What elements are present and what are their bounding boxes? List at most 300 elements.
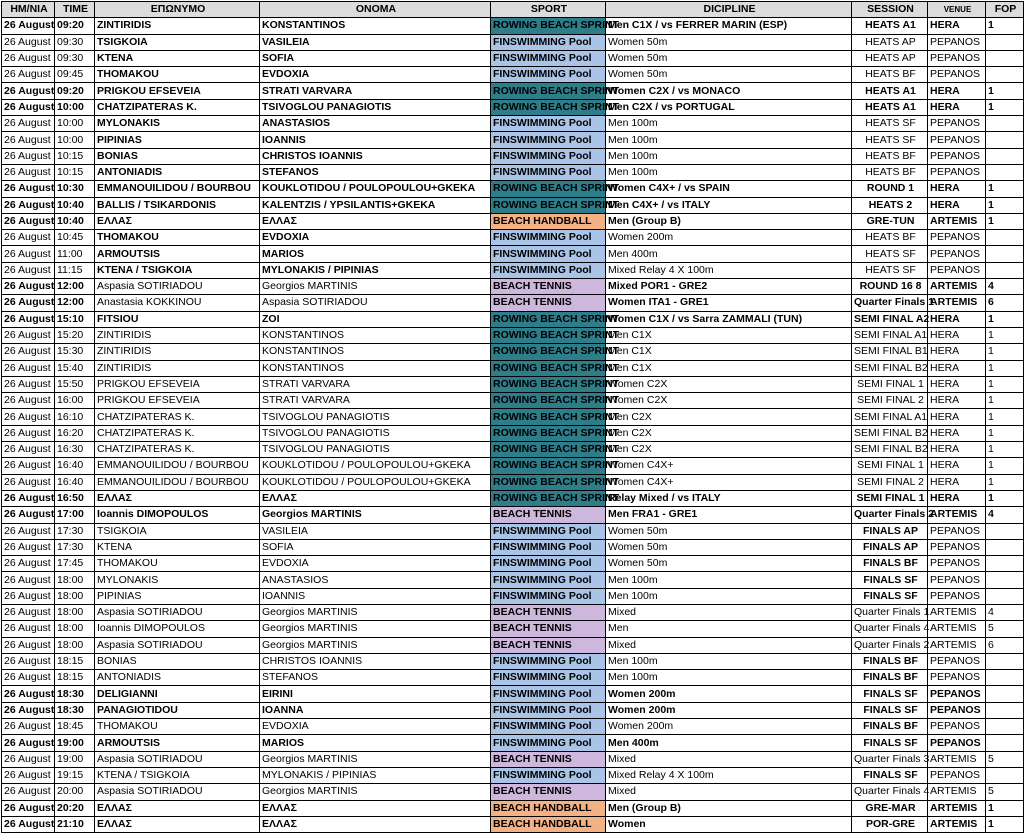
cell-discipline: Women 50m xyxy=(606,539,852,555)
cell-date: 26 August xyxy=(2,735,55,751)
cell-session: Quarter Finals 4 xyxy=(852,621,928,637)
cell-time: 15:30 xyxy=(55,344,95,360)
cell-surname: ZINTIRIDIS xyxy=(95,344,260,360)
table-row xyxy=(2,246,1024,262)
table-row xyxy=(2,295,1024,311)
cell-sport: BEACH TENNIS xyxy=(491,507,606,523)
cell-session: Quarter Finals 2 xyxy=(852,637,928,653)
cell-venue: PEPANOS xyxy=(928,767,986,783)
cell-sport: BEACH TENNIS xyxy=(491,604,606,620)
table-row xyxy=(2,376,1024,392)
cell-fop: 1 xyxy=(986,425,1024,441)
cell-discipline: Men (Group B) xyxy=(606,213,852,229)
cell-name: CHRISTOS IOANNIS xyxy=(260,148,491,164)
cell-date: 26 August xyxy=(2,116,55,132)
cell-fop xyxy=(986,132,1024,148)
cell-surname: Aspasia SOTIRIADOU xyxy=(95,784,260,800)
table-row xyxy=(2,311,1024,327)
cell-session: FINALS SF xyxy=(852,735,928,751)
cell-surname: PRIGKOU EFSEVEIA xyxy=(95,393,260,409)
cell-session: HEATS BF xyxy=(852,230,928,246)
cell-time: 10:15 xyxy=(55,148,95,164)
cell-discipline: Women C2X xyxy=(606,393,852,409)
cell-fop xyxy=(986,556,1024,572)
cell-surname: Aspasia SOTIRIADOU xyxy=(95,604,260,620)
cell-time: 16:20 xyxy=(55,425,95,441)
cell-discipline: Men FRA1 - GRE1 xyxy=(606,507,852,523)
cell-date: 26 August xyxy=(2,262,55,278)
cell-date: 26 August xyxy=(2,34,55,50)
cell-fop xyxy=(986,702,1024,718)
cell-name: CHRISTOS IOANNIS xyxy=(260,653,491,669)
cell-discipline: Mixed xyxy=(606,604,852,620)
table-row xyxy=(2,99,1024,115)
cell-name: Georgios MARTINIS xyxy=(260,604,491,620)
cell-name: STRATI VARVARA xyxy=(260,393,491,409)
cell-surname: PRIGKOU EFSEVEIA xyxy=(95,376,260,392)
cell-venue: PEPANOS xyxy=(928,523,986,539)
table-row xyxy=(2,279,1024,295)
cell-surname: PIPINIAS xyxy=(95,132,260,148)
cell-venue: HERA xyxy=(928,490,986,506)
cell-time: 18:30 xyxy=(55,702,95,718)
cell-date: 26 August xyxy=(2,148,55,164)
cell-time: 12:00 xyxy=(55,279,95,295)
cell-name: KOUKLOTIDOU / POULOPOULOU+GKEKA xyxy=(260,458,491,474)
cell-fop: 4 xyxy=(986,507,1024,523)
cell-surname: Anastasia KOKKINOU xyxy=(95,295,260,311)
table-row xyxy=(2,83,1024,99)
cell-time: 16:10 xyxy=(55,409,95,425)
cell-venue: HERA xyxy=(928,327,986,343)
cell-discipline: Women 200m xyxy=(606,686,852,702)
cell-name: ZOI xyxy=(260,311,491,327)
cell-time: 19:00 xyxy=(55,735,95,751)
cell-session: FINALS SF xyxy=(852,588,928,604)
cell-fop: 6 xyxy=(986,637,1024,653)
cell-time: 21:10 xyxy=(55,816,95,832)
cell-surname: Aspasia SOTIRIADOU xyxy=(95,279,260,295)
cell-discipline: Women ITA1 - GRE1 xyxy=(606,295,852,311)
cell-time: 17:30 xyxy=(55,539,95,555)
cell-name: KALENTZIS / YPSILANTIS+GKEKA xyxy=(260,197,491,213)
table-row xyxy=(2,18,1024,34)
cell-time: 10:40 xyxy=(55,197,95,213)
cell-surname: BONIAS xyxy=(95,653,260,669)
cell-venue: HERA xyxy=(928,181,986,197)
cell-session: SEMI FINAL 1 xyxy=(852,376,928,392)
cell-sport: FINSWIMMING Pool xyxy=(491,50,606,66)
cell-sport: ROWING BEACH SPRINT xyxy=(491,376,606,392)
cell-fop xyxy=(986,262,1024,278)
table-row xyxy=(2,637,1024,653)
cell-date: 26 August xyxy=(2,572,55,588)
cell-sport: FINSWIMMING Pool xyxy=(491,767,606,783)
table-row xyxy=(2,67,1024,83)
cell-sport: ROWING BEACH SPRINT xyxy=(491,327,606,343)
cell-time: 11:00 xyxy=(55,246,95,262)
cell-name: TSIVOGLOU PANAGIOTIS xyxy=(260,99,491,115)
cell-discipline: Mixed POR1 - GRE2 xyxy=(606,279,852,295)
cell-time: 10:00 xyxy=(55,116,95,132)
cell-time: 18:00 xyxy=(55,604,95,620)
cell-date: 26 August xyxy=(2,588,55,604)
cell-date: 26 August xyxy=(2,360,55,376)
cell-discipline: Mixed xyxy=(606,751,852,767)
cell-name: ΕΛΛΑΣ xyxy=(260,490,491,506)
cell-sport: ROWING BEACH SPRINT xyxy=(491,442,606,458)
cell-date: 26 August xyxy=(2,67,55,83)
cell-venue: HERA xyxy=(928,344,986,360)
cell-time: 10:00 xyxy=(55,132,95,148)
cell-time: 20:20 xyxy=(55,800,95,816)
cell-date: 26 August xyxy=(2,784,55,800)
cell-date: 26 August xyxy=(2,719,55,735)
cell-fop xyxy=(986,116,1024,132)
cell-venue: HERA xyxy=(928,458,986,474)
cell-venue: HERA xyxy=(928,474,986,490)
table-row xyxy=(2,442,1024,458)
cell-venue: ARTEMIS xyxy=(928,816,986,832)
cell-session: GRE-MAR xyxy=(852,800,928,816)
cell-venue: PEPANOS xyxy=(928,262,986,278)
cell-sport: ROWING BEACH SPRINT xyxy=(491,99,606,115)
cell-time: 09:30 xyxy=(55,50,95,66)
cell-date: 26 August xyxy=(2,474,55,490)
table-row xyxy=(2,751,1024,767)
cell-name: EVDOXIA xyxy=(260,556,491,572)
cell-surname: KTENA / TSIGKOIA xyxy=(95,767,260,783)
cell-sport: FINSWIMMING Pool xyxy=(491,588,606,604)
cell-date: 26 August xyxy=(2,213,55,229)
cell-time: 09:20 xyxy=(55,18,95,34)
cell-date: 26 August xyxy=(2,132,55,148)
cell-date: 26 August xyxy=(2,311,55,327)
cell-session: ROUND 16 8 xyxy=(852,279,928,295)
cell-fop: 1 xyxy=(986,360,1024,376)
cell-venue: PEPANOS xyxy=(928,50,986,66)
cell-surname: MYLONAKIS xyxy=(95,572,260,588)
cell-fop: 6 xyxy=(986,295,1024,311)
cell-name: IOANNA xyxy=(260,702,491,718)
cell-surname: PIPINIAS xyxy=(95,588,260,604)
cell-surname: CHATZIPATERAS K. xyxy=(95,442,260,458)
cell-fop xyxy=(986,34,1024,50)
cell-session: HEATS BF xyxy=(852,67,928,83)
cell-fop xyxy=(986,50,1024,66)
table-row xyxy=(2,653,1024,669)
cell-discipline: Mixed xyxy=(606,637,852,653)
cell-sport: BEACH TENNIS xyxy=(491,295,606,311)
cell-session: SEMI FINAL B2 xyxy=(852,360,928,376)
cell-surname: BALLIS / TSIKARDONIS xyxy=(95,197,260,213)
cell-venue: PEPANOS xyxy=(928,539,986,555)
cell-surname: ΕΛΛΑΣ xyxy=(95,490,260,506)
table-row xyxy=(2,262,1024,278)
cell-sport: FINSWIMMING Pool xyxy=(491,116,606,132)
header-venue: VENUE xyxy=(928,2,986,18)
cell-name: KOUKLOTIDOU / POULOPOULOU+GKEKA xyxy=(260,181,491,197)
table-row xyxy=(2,735,1024,751)
cell-discipline: Women C4X+ xyxy=(606,458,852,474)
cell-surname: CHATZIPATERAS K. xyxy=(95,409,260,425)
cell-name: ΕΛΛΑΣ xyxy=(260,800,491,816)
cell-sport: BEACH TENNIS xyxy=(491,279,606,295)
cell-surname: Aspasia SOTIRIADOU xyxy=(95,637,260,653)
cell-sport: ROWING BEACH SPRINT xyxy=(491,344,606,360)
cell-surname: TSIGKOIA xyxy=(95,523,260,539)
cell-fop: 1 xyxy=(986,213,1024,229)
cell-name: KONSTANTINOS xyxy=(260,360,491,376)
cell-date: 26 August xyxy=(2,83,55,99)
cell-fop: 5 xyxy=(986,751,1024,767)
cell-name: KOUKLOTIDOU / POULOPOULOU+GKEKA xyxy=(260,474,491,490)
cell-discipline: Men C1X / vs FERRER MARIN (ESP) xyxy=(606,18,852,34)
cell-discipline: Men C1X xyxy=(606,360,852,376)
cell-fop: 1 xyxy=(986,442,1024,458)
cell-name: Georgios MARTINIS xyxy=(260,751,491,767)
cell-session: HEATS SF xyxy=(852,262,928,278)
table-row xyxy=(2,213,1024,229)
cell-fop: 1 xyxy=(986,458,1024,474)
cell-discipline: Mixed Relay 4 X 100m xyxy=(606,767,852,783)
cell-session: Quarter Finals 2 xyxy=(852,507,928,523)
cell-venue: HERA xyxy=(928,376,986,392)
cell-fop: 4 xyxy=(986,279,1024,295)
table-row xyxy=(2,588,1024,604)
cell-sport: BEACH TENNIS xyxy=(491,621,606,637)
cell-discipline: Men 100m xyxy=(606,164,852,180)
cell-fop: 1 xyxy=(986,393,1024,409)
cell-name: STRATI VARVARA xyxy=(260,376,491,392)
table-row xyxy=(2,719,1024,735)
cell-time: 20:00 xyxy=(55,784,95,800)
cell-surname: THOMAKOU xyxy=(95,67,260,83)
table-row xyxy=(2,604,1024,620)
table-row xyxy=(2,116,1024,132)
cell-session: HEATS AP xyxy=(852,34,928,50)
cell-time: 16:30 xyxy=(55,442,95,458)
cell-fop xyxy=(986,588,1024,604)
cell-session: FINALS AP xyxy=(852,539,928,555)
cell-date: 26 August xyxy=(2,197,55,213)
cell-surname: FITSIOU xyxy=(95,311,260,327)
cell-sport: FINSWIMMING Pool xyxy=(491,230,606,246)
cell-venue: PEPANOS xyxy=(928,132,986,148)
cell-name: IOANNIS xyxy=(260,132,491,148)
cell-date: 26 August xyxy=(2,230,55,246)
cell-sport: ROWING BEACH SPRINT xyxy=(491,409,606,425)
cell-time: 15:10 xyxy=(55,311,95,327)
cell-surname: ARMOUTSIS xyxy=(95,246,260,262)
cell-sport: ROWING BEACH SPRINT xyxy=(491,474,606,490)
cell-session: SEMI FINAL 2 xyxy=(852,393,928,409)
table-row xyxy=(2,148,1024,164)
cell-discipline: Mixed Relay 4 X 100m xyxy=(606,262,852,278)
cell-time: 11:15 xyxy=(55,262,95,278)
cell-venue: HERA xyxy=(928,197,986,213)
cell-surname: ZINTIRIDIS xyxy=(95,327,260,343)
cell-discipline: Men C1X xyxy=(606,327,852,343)
table-row xyxy=(2,409,1024,425)
table-row xyxy=(2,800,1024,816)
cell-session: Quarter Finals 1 xyxy=(852,604,928,620)
cell-sport: FINSWIMMING Pool xyxy=(491,34,606,50)
cell-name: ANASTASIOS xyxy=(260,572,491,588)
cell-venue: ARTEMIS xyxy=(928,213,986,229)
table-row xyxy=(2,344,1024,360)
cell-discipline: Women C4X+ xyxy=(606,474,852,490)
cell-session: FINALS SF xyxy=(852,686,928,702)
table-row xyxy=(2,230,1024,246)
cell-fop xyxy=(986,719,1024,735)
cell-date: 26 August xyxy=(2,344,55,360)
cell-fop xyxy=(986,539,1024,555)
cell-venue: PEPANOS xyxy=(928,116,986,132)
cell-time: 16:00 xyxy=(55,393,95,409)
cell-surname: BONIAS xyxy=(95,148,260,164)
cell-fop: 1 xyxy=(986,800,1024,816)
cell-venue: HERA xyxy=(928,360,986,376)
cell-date: 26 August xyxy=(2,751,55,767)
cell-time: 18:00 xyxy=(55,588,95,604)
table-row xyxy=(2,181,1024,197)
cell-name: Georgios MARTINIS xyxy=(260,507,491,523)
cell-fop xyxy=(986,572,1024,588)
cell-discipline: Men 100m xyxy=(606,653,852,669)
cell-sport: ROWING BEACH SPRINT xyxy=(491,393,606,409)
cell-surname: KTENA / TSIGKOIA xyxy=(95,262,260,278)
cell-session: SEMI FINAL B1 xyxy=(852,344,928,360)
cell-sport: ROWING BEACH SPRINT xyxy=(491,458,606,474)
cell-date: 26 August xyxy=(2,18,55,34)
cell-date: 26 August xyxy=(2,246,55,262)
cell-session: SEMI FINAL 1 xyxy=(852,458,928,474)
cell-sport: BEACH HANDBALL xyxy=(491,816,606,832)
cell-sport: FINSWIMMING Pool xyxy=(491,719,606,735)
cell-venue: HERA xyxy=(928,99,986,115)
cell-date: 26 August xyxy=(2,621,55,637)
cell-date: 26 August xyxy=(2,376,55,392)
cell-venue: ARTEMIS xyxy=(928,604,986,620)
cell-sport: FINSWIMMING Pool xyxy=(491,246,606,262)
table-row xyxy=(2,686,1024,702)
table-row xyxy=(2,767,1024,783)
cell-time: 18:00 xyxy=(55,572,95,588)
cell-discipline: Men 100m xyxy=(606,670,852,686)
header-session: SESSION xyxy=(852,2,928,18)
cell-discipline: Men 100m xyxy=(606,588,852,604)
cell-session: FINALS BF xyxy=(852,719,928,735)
cell-time: 10:40 xyxy=(55,213,95,229)
cell-session: SEMI FINAL 1 xyxy=(852,490,928,506)
cell-fop: 1 xyxy=(986,490,1024,506)
table-row xyxy=(2,393,1024,409)
table-row xyxy=(2,539,1024,555)
cell-surname: CHATZIPATERAS K. xyxy=(95,425,260,441)
cell-name: VASILEIA xyxy=(260,34,491,50)
cell-fop: 1 xyxy=(986,181,1024,197)
cell-name: KONSTANTINOS xyxy=(260,344,491,360)
cell-fop: 1 xyxy=(986,18,1024,34)
table-row xyxy=(2,702,1024,718)
header-time: TIME xyxy=(55,2,95,18)
cell-session: SEMI FINAL A2 xyxy=(852,311,928,327)
cell-time: 18:15 xyxy=(55,670,95,686)
cell-date: 26 August xyxy=(2,393,55,409)
table-row xyxy=(2,474,1024,490)
cell-discipline: Men 400m xyxy=(606,246,852,262)
cell-date: 26 August xyxy=(2,767,55,783)
cell-surname: ΕΛΛΑΣ xyxy=(95,816,260,832)
cell-session: SEMI FINAL A1 xyxy=(852,409,928,425)
cell-discipline: Women C1X / vs Sarra ZAMMALI (TUN) xyxy=(606,311,852,327)
cell-discipline: Men 100m xyxy=(606,116,852,132)
cell-sport: ROWING BEACH SPRINT xyxy=(491,490,606,506)
cell-discipline: Men (Group B) xyxy=(606,800,852,816)
cell-venue: PEPANOS xyxy=(928,653,986,669)
cell-discipline: Women 200m xyxy=(606,719,852,735)
cell-fop xyxy=(986,735,1024,751)
cell-session: HEATS AP xyxy=(852,50,928,66)
cell-sport: ROWING BEACH SPRINT xyxy=(491,181,606,197)
cell-venue: ARTEMIS xyxy=(928,507,986,523)
cell-name: ΕΛΛΑΣ xyxy=(260,816,491,832)
cell-time: 18:30 xyxy=(55,686,95,702)
cell-venue: HERA xyxy=(928,425,986,441)
cell-name: SOFIA xyxy=(260,50,491,66)
cell-fop: 1 xyxy=(986,376,1024,392)
cell-surname: EMMANOUILIDOU / BOURBOU xyxy=(95,458,260,474)
cell-fop xyxy=(986,767,1024,783)
cell-surname: ΕΛΛΑΣ xyxy=(95,800,260,816)
cell-name: KONSTANTINOS xyxy=(260,327,491,343)
cell-session: FINALS BF xyxy=(852,653,928,669)
cell-time: 15:20 xyxy=(55,327,95,343)
cell-venue: ARTEMIS xyxy=(928,621,986,637)
cell-time: 15:40 xyxy=(55,360,95,376)
cell-session: Quarter Finals 4 xyxy=(852,784,928,800)
cell-fop xyxy=(986,148,1024,164)
cell-venue: ARTEMIS xyxy=(928,751,986,767)
cell-discipline: Women 200m xyxy=(606,230,852,246)
cell-name: EVDOXIA xyxy=(260,719,491,735)
cell-session: HEATS BF xyxy=(852,148,928,164)
cell-name: SOFIA xyxy=(260,539,491,555)
cell-fop xyxy=(986,164,1024,180)
table-row xyxy=(2,50,1024,66)
cell-time: 09:45 xyxy=(55,67,95,83)
cell-session: SEMI FINAL 2 xyxy=(852,474,928,490)
cell-venue: PEPANOS xyxy=(928,686,986,702)
cell-sport: FINSWIMMING Pool xyxy=(491,670,606,686)
cell-date: 26 August xyxy=(2,816,55,832)
cell-discipline: Relay Mixed / vs ITALY xyxy=(606,490,852,506)
cell-venue: ARTEMIS xyxy=(928,800,986,816)
table-row xyxy=(2,621,1024,637)
cell-discipline: Women xyxy=(606,816,852,832)
cell-fop: 1 xyxy=(986,344,1024,360)
cell-session: SEMI FINAL A1 xyxy=(852,327,928,343)
table-row xyxy=(2,507,1024,523)
cell-surname: ΕΛΛΑΣ xyxy=(95,213,260,229)
cell-name: MYLONAKIS / PIPINIAS xyxy=(260,767,491,783)
cell-name: TSIVOGLOU PANAGIOTIS xyxy=(260,442,491,458)
cell-venue: PEPANOS xyxy=(928,588,986,604)
cell-discipline: Women C2X xyxy=(606,376,852,392)
cell-surname: Aspasia SOTIRIADOU xyxy=(95,751,260,767)
cell-fop: 1 xyxy=(986,83,1024,99)
